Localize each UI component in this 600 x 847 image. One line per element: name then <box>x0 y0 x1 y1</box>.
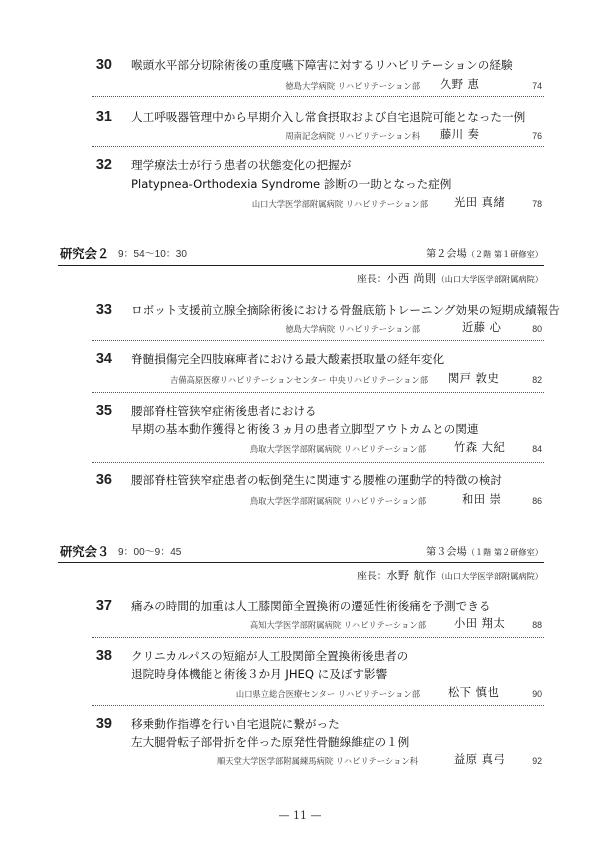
session-venue: 第３会場（１階 第２研修室） <box>425 547 543 558</box>
entry-number: 33 <box>95 302 112 318</box>
entry-title: 腰部脊柱管狭窄症術後患者における <box>131 404 317 418</box>
entry-affiliation: 吉備高原医療リハビリテーションセンター 中央リハビリテーション部 <box>169 375 428 385</box>
session-divider <box>58 562 544 563</box>
entry-author: 益原 真弓 <box>454 753 506 766</box>
entry-number: 31 <box>95 109 112 125</box>
session-name: 研究会２ <box>60 247 110 261</box>
entry-page: 92 <box>532 756 542 766</box>
entry-author: 松下 慎也 <box>448 686 500 699</box>
entry-author: 関戸 敦史 <box>448 372 500 385</box>
dotted-divider <box>92 705 544 706</box>
entry-title: ロボット支援前立腺全摘除術後における骨盤底筋トレーニング効果の短期成績報告 <box>131 303 560 317</box>
session-chair: 座長：小西 尚則（山口大学医学部附属病院） <box>357 272 543 285</box>
entry-affiliation: 高知大学医学部附属病院 リハビリテーション部 <box>249 620 426 630</box>
entry-number: 37 <box>95 598 112 614</box>
entry-author: 久野 恵 <box>440 78 480 91</box>
session-time: 9：00～9：45 <box>118 547 182 558</box>
entry-page: 74 <box>532 81 542 91</box>
entry-affiliation: 鳥取大学医学部附属病院 リハビリテーション部 <box>249 496 426 506</box>
session-chair: 座長：水野 航作（山口大学医学部附属病院） <box>357 569 543 582</box>
entry-title: クリニカルパスの短縮が人工股関節全置換術後患者の <box>131 649 409 663</box>
entry-affiliation: 山口県立総合医療センター リハビリテーション部 <box>235 689 420 699</box>
entry-title: 腰部脊柱管狭窄症患者の転倒発生に関連する腰椎の運動学的特徴の検討 <box>131 473 503 487</box>
entry-author: 近藤 心 <box>462 321 502 334</box>
entry-number: 35 <box>95 403 112 419</box>
entry-number: 32 <box>95 157 112 173</box>
entry-title: 痛みの時間的加重は人工膝関節全置換術の遷延性術後痛を予測できる <box>131 599 491 613</box>
session-time: 9：54～10：30 <box>118 249 187 260</box>
entry-author: 和田 崇 <box>462 493 502 506</box>
entry-number: 36 <box>95 472 112 488</box>
session-divider <box>58 265 544 266</box>
entry-author: 竹森 大紀 <box>454 441 506 454</box>
entry-title-line2: 退院時身体機能と術後３か月 JHEQ に及ぼす影響 <box>131 667 388 681</box>
entry-affiliation: 周南記念病院 リハビリテーション科 <box>285 131 420 141</box>
entry-author: 藤川 奏 <box>440 128 480 141</box>
entry-number: 38 <box>95 648 112 664</box>
entry-title: 理学療法士が行う患者の状態変化の把握が <box>131 158 352 172</box>
session-name: 研究会３ <box>60 545 110 559</box>
dotted-divider <box>92 462 544 463</box>
entry-affiliation: 鳥取大学医学部附属病院 リハビリテーション部 <box>249 444 426 454</box>
dotted-divider <box>92 637 544 638</box>
entry-page: 90 <box>532 689 542 699</box>
entry-page: 86 <box>532 496 542 506</box>
entry-affiliation: 山口大学医学部附属病院 リハビリテーション部 <box>251 199 428 209</box>
entry-title: 移乗動作指導を行い自宅退院に繋がった <box>131 717 340 731</box>
entry-affiliation: 徳島大学病院 リハビリテーション部 <box>285 324 420 334</box>
dotted-divider <box>92 96 544 97</box>
session-venue: 第２会場（２階 第１研修室） <box>425 249 543 260</box>
entry-affiliation: 徳島大学病院 リハビリテーション部 <box>285 81 420 91</box>
entry-number: 39 <box>95 716 112 732</box>
entry-number: 30 <box>95 57 112 73</box>
entry-page: 80 <box>532 324 542 334</box>
entry-author: 小田 翔太 <box>454 617 506 630</box>
entry-title-line2: Platypnea-Orthodexia Syndrome 診断の一助となった症例 <box>131 177 452 191</box>
entry-title-line2: 早期の基本動作獲得と術後３ヵ月の患者立脚型アウトカムとの関連 <box>131 422 479 436</box>
entry-title: 喉頭水平部分切除術後の重度嚥下障害に対するリハビリテーションの経験 <box>131 58 513 72</box>
entry-page: 76 <box>532 131 542 141</box>
entry-page: 88 <box>532 620 542 630</box>
dotted-divider <box>92 392 544 393</box>
entry-affiliation: 順天堂大学医学部附属練馬病院 リハビリテーション科 <box>216 756 418 766</box>
dotted-divider <box>92 340 544 341</box>
entry-page: 82 <box>532 375 542 385</box>
dotted-divider <box>92 146 544 147</box>
entry-title: 脊髄損傷完全四肢麻痺者における最大酸素摂取量の経年変化 <box>131 352 445 366</box>
page-number: — 11 — <box>278 809 322 822</box>
entry-author: 光田 真緒 <box>454 196 506 209</box>
entry-number: 34 <box>95 351 112 367</box>
entry-page: 78 <box>532 199 542 209</box>
entry-page: 84 <box>532 444 542 454</box>
entry-title-line2: 左大腿骨転子部骨折を伴った原発性骨髄線維症の１例 <box>131 735 410 749</box>
entry-title: 人工呼吸器管理中から早期介入し常食摂取および自宅退院可能となった一例 <box>131 110 526 124</box>
